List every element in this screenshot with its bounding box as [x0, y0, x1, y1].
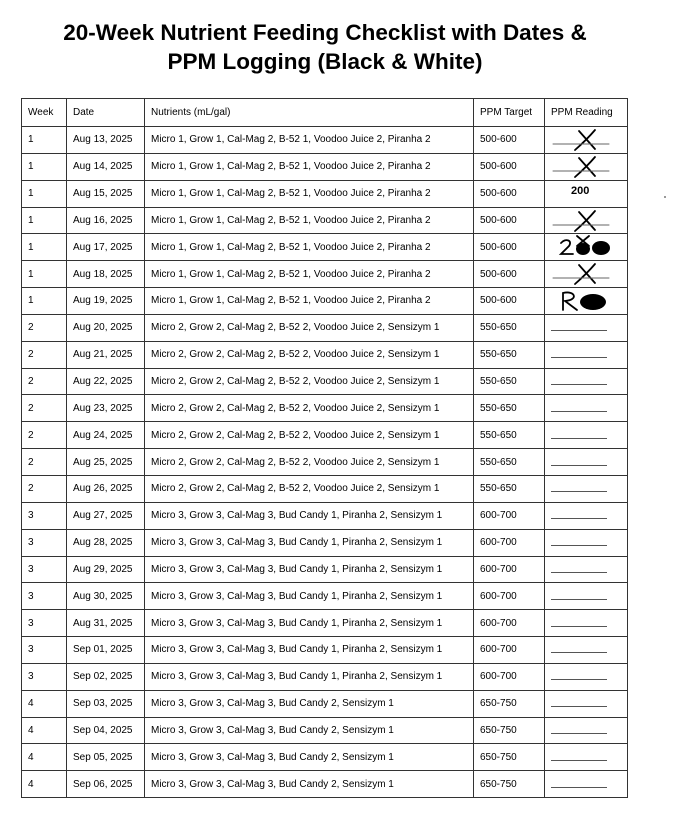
reading-blank-line[interactable]	[551, 617, 607, 627]
cell-ppm-reading[interactable]	[545, 690, 628, 717]
cell-date: Aug 13, 2025	[67, 127, 145, 154]
cell-week: 3	[22, 663, 67, 690]
cell-date: Aug 14, 2025	[67, 153, 145, 180]
cell-date: Aug 20, 2025	[67, 314, 145, 341]
cell-nutrients: Micro 3, Grow 3, Cal-Mag 3, Bud Candy 1, Piranha 2, Sensizym 1	[145, 637, 474, 664]
page-title	[0, 18, 650, 76]
table-row	[22, 637, 628, 664]
cell-date: Sep 01, 2025	[67, 637, 145, 664]
cell-nutrients: Micro 3, Grow 3, Cal-Mag 3, Bud Candy 2, Sensizym 1	[145, 717, 474, 744]
reading-blank-line[interactable]	[551, 778, 607, 788]
cell-date: Aug 30, 2025	[67, 583, 145, 610]
cell-ppm-target: 600-700	[474, 556, 545, 583]
cell-ppm-reading[interactable]	[545, 529, 628, 556]
cell-week: 3	[22, 502, 67, 529]
cell-ppm-target: 550-650	[474, 314, 545, 341]
handwritten-x-mark	[549, 154, 613, 180]
cell-date: Sep 05, 2025	[67, 744, 145, 771]
cell-ppm-target: 650-750	[474, 690, 545, 717]
cell-week: 1	[22, 180, 67, 207]
table-row	[22, 234, 628, 261]
cell-nutrients: Micro 3, Grow 3, Cal-Mag 3, Bud Candy 1, Piranha 2, Sensizym 1	[145, 502, 474, 529]
cell-week: 2	[22, 368, 67, 395]
reading-blank-line[interactable]	[551, 456, 607, 466]
table-row	[22, 502, 628, 529]
reading-blank-line[interactable]	[551, 402, 607, 412]
cell-week: 1	[22, 261, 67, 288]
cell-ppm-target: 500-600	[474, 180, 545, 207]
cell-ppm-reading[interactable]	[545, 341, 628, 368]
table-row	[22, 690, 628, 717]
cell-nutrients: Micro 1, Grow 1, Cal-Mag 2, B-52 1, Voodoo Juice 2, Piranha 2	[145, 127, 474, 154]
header-week: Week	[22, 99, 67, 127]
table-row	[22, 288, 628, 315]
header-date: Date	[67, 99, 145, 127]
cell-nutrients: Micro 3, Grow 3, Cal-Mag 3, Bud Candy 2, Sensizym 1	[145, 690, 474, 717]
table-row	[22, 610, 628, 637]
reading-blank-line[interactable]	[551, 670, 607, 680]
cell-nutrients: Micro 2, Grow 2, Cal-Mag 2, B-52 2, Voodoo Juice 2, Sensizym 1	[145, 368, 474, 395]
reading-blank-line[interactable]	[551, 563, 607, 573]
cell-ppm-reading[interactable]	[545, 368, 628, 395]
handwritten-x-mark	[549, 261, 613, 287]
cell-date: Aug 27, 2025	[67, 502, 145, 529]
cell-ppm-reading[interactable]	[545, 395, 628, 422]
cell-ppm-reading[interactable]	[545, 127, 628, 154]
table-row	[22, 583, 628, 610]
table-row	[22, 341, 628, 368]
cell-week: 4	[22, 771, 67, 798]
cell-nutrients: Micro 3, Grow 3, Cal-Mag 3, Bud Candy 2, Sensizym 1	[145, 771, 474, 798]
cell-ppm-target: 500-600	[474, 127, 545, 154]
cell-ppm-reading[interactable]	[545, 449, 628, 476]
cell-ppm-target: 600-700	[474, 529, 545, 556]
cell-week: 2	[22, 475, 67, 502]
cell-week: 3	[22, 529, 67, 556]
cell-date: Aug 22, 2025	[67, 368, 145, 395]
title-line-2: PPM Logging (Black & White)	[167, 49, 483, 74]
cell-ppm-target: 550-650	[474, 449, 545, 476]
table-row	[22, 153, 628, 180]
reading-blank-line[interactable]	[551, 321, 607, 331]
cell-ppm-target: 550-650	[474, 368, 545, 395]
cell-date: Aug 29, 2025	[67, 556, 145, 583]
cell-nutrients: Micro 3, Grow 3, Cal-Mag 3, Bud Candy 1, Piranha 2, Sensizym 1	[145, 663, 474, 690]
cell-date: Sep 04, 2025	[67, 717, 145, 744]
reading-blank-line[interactable]	[551, 643, 607, 653]
title-line-1: 20-Week Nutrient Feeding Checklist with Dates &	[63, 20, 587, 45]
cell-week: 2	[22, 422, 67, 449]
cell-date: Aug 18, 2025	[67, 261, 145, 288]
cell-ppm-reading[interactable]	[545, 180, 628, 207]
handwritten-x-mark	[549, 208, 613, 234]
cell-week: 3	[22, 556, 67, 583]
cell-nutrients: Micro 3, Grow 3, Cal-Mag 3, Bud Candy 1, Piranha 2, Sensizym 1	[145, 583, 474, 610]
cell-week: 2	[22, 314, 67, 341]
cell-nutrients: Micro 3, Grow 3, Cal-Mag 3, Bud Candy 2, Sensizym 1	[145, 744, 474, 771]
cell-ppm-reading[interactable]	[545, 556, 628, 583]
cell-week: 1	[22, 207, 67, 234]
cell-week: 1	[22, 288, 67, 315]
cell-week: 3	[22, 610, 67, 637]
cell-date: Aug 26, 2025	[67, 475, 145, 502]
cell-ppm-reading[interactable]	[545, 637, 628, 664]
cell-date: Aug 19, 2025	[67, 288, 145, 315]
reading-blank-line[interactable]	[551, 697, 607, 707]
cell-ppm-target: 600-700	[474, 502, 545, 529]
table-row	[22, 744, 628, 771]
cell-ppm-target: 500-600	[474, 261, 545, 288]
handwritten-x-mark	[549, 127, 613, 153]
table-body	[22, 127, 628, 798]
header-nutrients: Nutrients (mL/gal)	[145, 99, 474, 127]
handwritten-ro-mark	[549, 288, 613, 314]
cell-ppm-reading[interactable]	[545, 771, 628, 798]
cell-ppm-target: 550-650	[474, 395, 545, 422]
table-row	[22, 717, 628, 744]
cell-ppm-reading[interactable]	[545, 744, 628, 771]
cell-nutrients: Micro 2, Grow 2, Cal-Mag 2, B-52 2, Voodoo Juice 2, Sensizym 1	[145, 475, 474, 502]
table-row	[22, 180, 628, 207]
table-row	[22, 556, 628, 583]
cell-ppm-target: 500-600	[474, 207, 545, 234]
stray-mark	[664, 196, 666, 198]
cell-nutrients: Micro 3, Grow 3, Cal-Mag 3, Bud Candy 1, Piranha 2, Sensizym 1	[145, 529, 474, 556]
cell-ppm-target: 600-700	[474, 663, 545, 690]
cell-date: Sep 06, 2025	[67, 771, 145, 798]
cell-nutrients: Micro 3, Grow 3, Cal-Mag 3, Bud Candy 1, Piranha 2, Sensizym 1	[145, 556, 474, 583]
cell-week: 2	[22, 449, 67, 476]
cell-date: Aug 23, 2025	[67, 395, 145, 422]
cell-week: 3	[22, 583, 67, 610]
reading-blank-line[interactable]	[551, 482, 607, 492]
cell-ppm-target: 600-700	[474, 637, 545, 664]
header-ppm-reading: PPM Reading	[545, 99, 628, 127]
cell-week: 2	[22, 395, 67, 422]
cell-ppm-target: 500-600	[474, 288, 545, 315]
cell-nutrients: Micro 1, Grow 1, Cal-Mag 2, B-52 1, Voodoo Juice 2, Piranha 2	[145, 288, 474, 315]
cell-week: 4	[22, 744, 67, 771]
cell-ppm-target: 550-650	[474, 341, 545, 368]
cell-week: 3	[22, 637, 67, 664]
cell-nutrients: Micro 3, Grow 3, Cal-Mag 3, Bud Candy 1, Piranha 2, Sensizym 1	[145, 610, 474, 637]
table-row	[22, 314, 628, 341]
reading-blank-line[interactable]	[551, 536, 607, 546]
cell-nutrients: Micro 2, Grow 2, Cal-Mag 2, B-52 2, Voodoo Juice 2, Sensizym 1	[145, 395, 474, 422]
header-ppm-target: PPM Target	[474, 99, 545, 127]
reading-blank-line[interactable]	[551, 590, 607, 600]
reading-blank-line[interactable]	[551, 348, 607, 358]
reading-value: 200	[571, 184, 590, 197]
header-row	[22, 99, 628, 127]
cell-nutrients: Micro 1, Grow 1, Cal-Mag 2, B-52 1, Voodoo Juice 2, Piranha 2	[145, 180, 474, 207]
cell-date: Aug 24, 2025	[67, 422, 145, 449]
cell-nutrients: Micro 2, Grow 2, Cal-Mag 2, B-52 2, Voodoo Juice 2, Sensizym 1	[145, 341, 474, 368]
reading-blank-line[interactable]	[551, 375, 607, 385]
cell-ppm-reading[interactable]	[545, 234, 628, 261]
cell-date: Aug 21, 2025	[67, 341, 145, 368]
cell-ppm-reading[interactable]	[545, 288, 628, 315]
cell-ppm-target: 500-600	[474, 153, 545, 180]
table-row	[22, 771, 628, 798]
cell-week: 1	[22, 234, 67, 261]
cell-ppm-reading[interactable]	[545, 422, 628, 449]
cell-date: Aug 28, 2025	[67, 529, 145, 556]
cell-ppm-reading[interactable]	[545, 261, 628, 288]
cell-ppm-reading[interactable]	[545, 663, 628, 690]
cell-nutrients: Micro 2, Grow 2, Cal-Mag 2, B-52 2, Voodoo Juice 2, Sensizym 1	[145, 314, 474, 341]
handwritten-200-mark	[549, 234, 613, 260]
feeding-checklist-table	[21, 98, 628, 798]
table-row	[22, 395, 628, 422]
cell-ppm-reading[interactable]	[545, 583, 628, 610]
table-row	[22, 663, 628, 690]
cell-date: Aug 16, 2025	[67, 207, 145, 234]
cell-ppm-reading[interactable]	[545, 153, 628, 180]
cell-nutrients: Micro 1, Grow 1, Cal-Mag 2, B-52 1, Voodoo Juice 2, Piranha 2	[145, 207, 474, 234]
cell-ppm-target: 650-750	[474, 744, 545, 771]
cell-ppm-target: 650-750	[474, 717, 545, 744]
cell-ppm-reading[interactable]	[545, 610, 628, 637]
cell-ppm-target: 550-650	[474, 475, 545, 502]
cell-ppm-reading[interactable]	[545, 475, 628, 502]
cell-ppm-target: 600-700	[474, 610, 545, 637]
cell-ppm-target: 600-700	[474, 583, 545, 610]
table-row	[22, 449, 628, 476]
reading-blank-line[interactable]	[551, 724, 607, 734]
cell-date: Aug 17, 2025	[67, 234, 145, 261]
cell-ppm-target: 650-750	[474, 771, 545, 798]
cell-nutrients: Micro 2, Grow 2, Cal-Mag 2, B-52 2, Voodoo Juice 2, Sensizym 1	[145, 422, 474, 449]
cell-nutrients: Micro 1, Grow 1, Cal-Mag 2, B-52 1, Voodoo Juice 2, Piranha 2	[145, 261, 474, 288]
cell-week: 1	[22, 153, 67, 180]
cell-ppm-reading[interactable]	[545, 207, 628, 234]
table-row	[22, 127, 628, 154]
cell-date: Aug 31, 2025	[67, 610, 145, 637]
cell-week: 2	[22, 341, 67, 368]
cell-ppm-reading[interactable]	[545, 717, 628, 744]
cell-ppm-target: 500-600	[474, 234, 545, 261]
table-row	[22, 261, 628, 288]
table-row	[22, 529, 628, 556]
reading-blank-line[interactable]	[551, 429, 607, 439]
cell-week: 4	[22, 717, 67, 744]
cell-week: 4	[22, 690, 67, 717]
cell-date: Sep 03, 2025	[67, 690, 145, 717]
cell-ppm-target: 550-650	[474, 422, 545, 449]
cell-ppm-reading[interactable]	[545, 314, 628, 341]
table-row	[22, 475, 628, 502]
cell-date: Aug 15, 2025	[67, 180, 145, 207]
cell-date: Aug 25, 2025	[67, 449, 145, 476]
reading-blank-line[interactable]	[551, 751, 607, 761]
cell-nutrients: Micro 1, Grow 1, Cal-Mag 2, B-52 1, Voodoo Juice 2, Piranha 2	[145, 153, 474, 180]
table-row	[22, 368, 628, 395]
reading-blank-line[interactable]	[551, 509, 607, 519]
cell-date: Sep 02, 2025	[67, 663, 145, 690]
table-row	[22, 422, 628, 449]
cell-week: 1	[22, 127, 67, 154]
cell-nutrients: Micro 2, Grow 2, Cal-Mag 2, B-52 2, Voodoo Juice 2, Sensizym 1	[145, 449, 474, 476]
cell-ppm-reading[interactable]	[545, 502, 628, 529]
cell-nutrients: Micro 1, Grow 1, Cal-Mag 2, B-52 1, Voodoo Juice 2, Piranha 2	[145, 234, 474, 261]
table-row	[22, 207, 628, 234]
